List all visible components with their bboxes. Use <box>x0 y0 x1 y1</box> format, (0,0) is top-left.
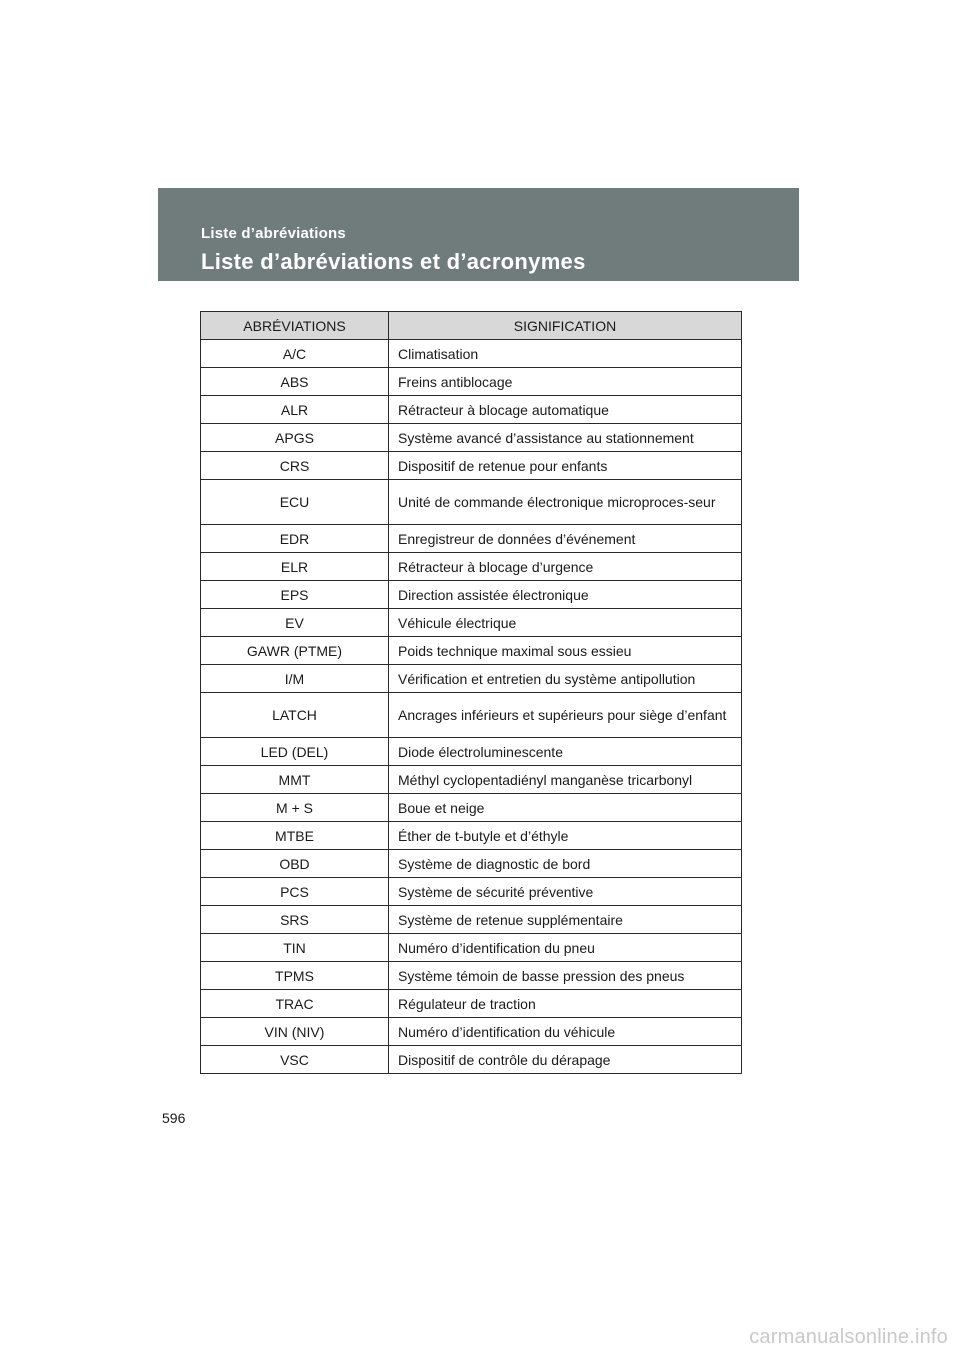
table-row <box>201 424 742 452</box>
abbreviation-cell: VSC <box>201 1046 389 1074</box>
table-row <box>201 766 742 794</box>
table-row <box>201 581 742 609</box>
table-row <box>201 340 742 368</box>
abbreviation-cell: APGS <box>201 424 389 452</box>
abbreviation-cell: MMT <box>201 766 389 794</box>
table-row <box>201 934 742 962</box>
page-number: 596 <box>162 1110 186 1126</box>
definition-cell: Numéro d’identification du pneu <box>389 934 742 962</box>
header-band <box>158 188 799 281</box>
abbreviation-cell: LATCH <box>201 693 389 738</box>
definition-cell: Régulateur de traction <box>389 990 742 1018</box>
table-row <box>201 665 742 693</box>
column-header-signification: SIGNIFICATION <box>389 312 742 340</box>
definition-cell: Système de retenue supplémentaire <box>389 906 742 934</box>
table-row <box>201 609 742 637</box>
definition-cell: Système de sécurité préventive <box>389 878 742 906</box>
table-row <box>201 1018 742 1046</box>
definition-cell: Ancrages inférieurs et supérieurs pour siège d’enfant <box>389 693 742 738</box>
table-row <box>201 452 742 480</box>
abbreviation-cell: ECU <box>201 480 389 525</box>
definition-cell: Poids technique maximal sous essieu <box>389 637 742 665</box>
definition-cell: Dispositif de contrôle du dérapage <box>389 1046 742 1074</box>
definition-cell: Dispositif de retenue pour enfants <box>389 452 742 480</box>
table-row <box>201 480 742 525</box>
definition-cell: Système de diagnostic de bord <box>389 850 742 878</box>
abbreviation-cell: EV <box>201 609 389 637</box>
definition-cell: Rétracteur à blocage d’urgence <box>389 553 742 581</box>
table-row <box>201 906 742 934</box>
abbreviation-cell: MTBE <box>201 822 389 850</box>
table-row <box>201 878 742 906</box>
abbreviation-cell: I/M <box>201 665 389 693</box>
abbreviation-cell: EDR <box>201 525 389 553</box>
abbreviation-cell: ALR <box>201 396 389 424</box>
abbreviation-cell: A/C <box>201 340 389 368</box>
table-header-row <box>201 312 742 340</box>
page-title: Liste d’abréviations et d’acronymes <box>201 249 586 274</box>
definition-cell: Diode électroluminescente <box>389 738 742 766</box>
watermark[interactable]: carmanualsonline.info <box>749 1326 948 1348</box>
table-row <box>201 525 742 553</box>
definition-cell: Direction assistée électronique <box>389 581 742 609</box>
abbreviation-cell: LED (DEL) <box>201 738 389 766</box>
abbreviation-cell: TRAC <box>201 990 389 1018</box>
definition-cell: Rétracteur à blocage automatique <box>389 396 742 424</box>
abbreviation-cell: TPMS <box>201 962 389 990</box>
abbreviation-cell: SRS <box>201 906 389 934</box>
abbreviation-cell: PCS <box>201 878 389 906</box>
table-row <box>201 850 742 878</box>
table-row <box>201 396 742 424</box>
table-row <box>201 990 742 1018</box>
definition-cell: Enregistreur de données d’événement <box>389 525 742 553</box>
column-header-abbreviations: ABRÉVIATIONS <box>201 312 389 340</box>
table-row <box>201 553 742 581</box>
table-row <box>201 693 742 738</box>
definition-cell: Éther de t-butyle et d’éthyle <box>389 822 742 850</box>
table-row <box>201 822 742 850</box>
definition-cell: Vérification et entretien du système antipollution <box>389 665 742 693</box>
definition-cell: Climatisation <box>389 340 742 368</box>
abbreviation-cell: TIN <box>201 934 389 962</box>
section-label: Liste d’abréviations <box>201 225 346 242</box>
definition-cell: Véhicule électrique <box>389 609 742 637</box>
table-row <box>201 738 742 766</box>
definition-cell: Boue et neige <box>389 794 742 822</box>
table-row <box>201 368 742 396</box>
table-row <box>201 1046 742 1074</box>
abbreviation-cell: OBD <box>201 850 389 878</box>
abbreviation-cell: ABS <box>201 368 389 396</box>
table-row <box>201 794 742 822</box>
definition-cell: Système témoin de basse pression des pneus <box>389 962 742 990</box>
abbreviation-cell: M + S <box>201 794 389 822</box>
abbreviation-cell: GAWR (PTME) <box>201 637 389 665</box>
definition-cell: Freins antiblocage <box>389 368 742 396</box>
definition-cell: Numéro d’identification du véhicule <box>389 1018 742 1046</box>
abbreviation-cell: CRS <box>201 452 389 480</box>
table-row <box>201 962 742 990</box>
definition-cell: Méthyl cyclopentadiényl manganèse tricarbonyl <box>389 766 742 794</box>
definition-cell: Système avancé d’assistance au stationnement <box>389 424 742 452</box>
abbreviation-cell: ELR <box>201 553 389 581</box>
abbreviation-cell: VIN (NIV) <box>201 1018 389 1046</box>
abbreviations-table <box>200 311 742 1074</box>
abbreviation-cell: EPS <box>201 581 389 609</box>
table-row <box>201 637 742 665</box>
definition-cell: Unité de commande électronique microproces-seur <box>389 480 742 525</box>
